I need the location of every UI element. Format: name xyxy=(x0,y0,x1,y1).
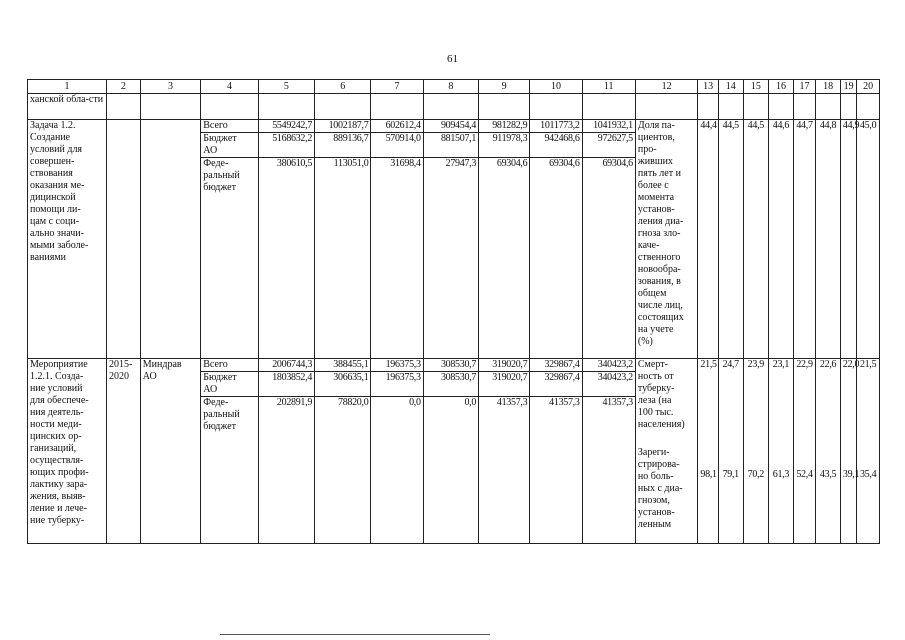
funding-label: Всего xyxy=(201,120,258,133)
indicator-cell xyxy=(635,359,698,544)
header-cell: 18 xyxy=(816,80,841,94)
funding-label: Бюджет АО xyxy=(201,372,258,397)
header-cell: 9 xyxy=(479,80,530,94)
indicator-value: 44,7 xyxy=(793,120,816,359)
header-cell: 6 xyxy=(315,80,371,94)
value-cell: 981282,9 xyxy=(479,120,530,133)
indicator-text: Смерт- ность от туберку- леза (на 100 тыс. населения) xyxy=(637,359,685,430)
value-cell: 308530,7 xyxy=(423,372,478,397)
continuation-name: ханской обла-сти xyxy=(28,94,107,120)
value-cell: 196375,3 xyxy=(371,372,423,397)
value-cell: 69304,6 xyxy=(530,158,582,359)
header-cell: 19 xyxy=(840,80,856,94)
value-cell: 319020,7 xyxy=(479,359,530,372)
value-cell: 1041932,1 xyxy=(582,120,635,133)
value-cell: 308530,7 xyxy=(423,359,478,372)
header-cell: 13 xyxy=(698,80,719,94)
value-cell: 319020,7 xyxy=(479,372,530,397)
task-row-total xyxy=(28,120,880,133)
value-cell: 78820,0 xyxy=(315,397,371,544)
header-cell: 1 xyxy=(28,80,107,94)
value-cell: 202891,9 xyxy=(258,397,314,544)
value-cell: 27947,3 xyxy=(423,158,478,359)
task-name: Задача 1.2. Создание условий для совершен- ствования оказания ме- дицинской помощи ли- цам с соци- ально значи- мыми заболе- ваниями xyxy=(28,120,107,359)
value-cell: 1803852,4 xyxy=(258,372,314,397)
funding-label: Бюджет АО xyxy=(201,133,258,158)
value-cell: 0,0 xyxy=(371,397,423,544)
funding-label: Феде- ральный бюджет xyxy=(201,397,258,544)
value-cell: 909454,4 xyxy=(423,120,478,133)
header-cell: 15 xyxy=(743,80,769,94)
value-cell: 602612,4 xyxy=(371,120,423,133)
value-cell: 31698,4 xyxy=(371,158,423,359)
indicator-text: Зареги- стрирова- но боль- ных с диа- гнозом, установ- ленным xyxy=(637,447,683,530)
value-cell: 329867,4 xyxy=(530,372,582,397)
continuation-row xyxy=(28,94,880,120)
indicator-value: 44,5 xyxy=(718,120,743,359)
header-cell: 2 xyxy=(106,80,140,94)
budget-table xyxy=(27,79,880,544)
indicator-value: 23,9 xyxy=(747,359,764,370)
indicator-value: 43,5 xyxy=(819,469,837,480)
indicator-value: 22,6 xyxy=(819,359,837,370)
indicator-value: 79,1 xyxy=(722,469,739,480)
header-cell: 12 xyxy=(635,80,698,94)
value-cell: 380610,5 xyxy=(258,158,314,359)
header-row xyxy=(28,80,880,94)
indicator-value: 52,4 xyxy=(796,469,813,480)
header-cell: 11 xyxy=(582,80,635,94)
header-cell: 10 xyxy=(530,80,582,94)
value-cell: 1002187,7 xyxy=(315,120,371,133)
value-cell: 196375,3 xyxy=(371,359,423,372)
value-cell: 41357,3 xyxy=(479,397,530,544)
value-cell: 329867,4 xyxy=(530,359,582,372)
header-cell: 5 xyxy=(258,80,314,94)
value-cell: 69304,6 xyxy=(582,158,635,359)
indicator-value: 22,0 xyxy=(842,359,860,370)
measure-row-total xyxy=(28,359,880,372)
value-cell: 881507,1 xyxy=(423,133,478,158)
value-cell: 570914,0 xyxy=(371,133,423,158)
measure-executor: Миндрав АО xyxy=(140,359,200,544)
funding-label: Феде- ральный бюджет xyxy=(201,158,258,359)
value-cell: 0,0 xyxy=(423,397,478,544)
indicator-value: 44,9 xyxy=(840,120,856,359)
value-cell: 889136,7 xyxy=(315,133,371,158)
indicator-text: Доля па- циентов, про- живших пять лет и более с момента установ- ления диа- гноза зло- каче- ственного новообра- зования, в общем числе лиц, состоящих на учете (%) xyxy=(635,120,698,359)
value-cell: 340423,2 xyxy=(582,359,635,372)
value-cell: 5549242,7 xyxy=(258,120,314,133)
indicator-value: 44,8 xyxy=(816,120,841,359)
indicator-value: 24,7 xyxy=(722,359,739,370)
value-cell: 306635,1 xyxy=(315,372,371,397)
measure-name: Мероприятие 1.2.1. Созда- ние условий для обеспече- ния деятель- ности меди- цинских ор- ганизаций, осуществля- ющих профи- лактику зара- жения, выяв- ление и лече- ние туберку- xyxy=(28,359,107,544)
header-cell: 16 xyxy=(769,80,794,94)
value-cell: 911978,3 xyxy=(479,133,530,158)
header-cell: 7 xyxy=(371,80,423,94)
indicator-value: 23,1 xyxy=(772,359,790,370)
indicator-value: 21,5 xyxy=(859,359,877,370)
value-cell: 1011773,2 xyxy=(530,120,582,133)
value-cell: 5168632,2 xyxy=(258,133,314,158)
value-cell: 972627,5 xyxy=(582,133,635,158)
value-cell: 113051,0 xyxy=(315,158,371,359)
bottom-rule xyxy=(220,634,490,635)
funding-label: Всего xyxy=(201,359,258,372)
indicator-value: 44,4 xyxy=(698,120,719,359)
indicator-value: 44,6 xyxy=(769,120,794,359)
page-number: 61 xyxy=(447,53,458,65)
header-cell: 20 xyxy=(857,80,880,94)
header-cell: 3 xyxy=(140,80,200,94)
header-cell: 8 xyxy=(423,80,478,94)
indicator-value: 98,1 xyxy=(700,469,717,480)
value-cell: 69304,6 xyxy=(479,158,530,359)
header-cell: 4 xyxy=(201,80,258,94)
value-cell: 388455,1 xyxy=(315,359,371,372)
indicator-value: 39,1 xyxy=(842,469,860,480)
value-cell: 942468,6 xyxy=(530,133,582,158)
indicator-value: 44,5 xyxy=(743,120,769,359)
indicator-value: 61,3 xyxy=(772,469,790,480)
header-cell: 14 xyxy=(718,80,743,94)
indicator-value: 22,9 xyxy=(796,359,813,370)
indicator-value: 45,0 xyxy=(857,120,880,359)
header-cell: 17 xyxy=(793,80,816,94)
value-cell: 41357,3 xyxy=(530,397,582,544)
value-cell: 41357,3 xyxy=(582,397,635,544)
indicator-value: 70,2 xyxy=(747,469,764,480)
indicator-value: 35,4 xyxy=(859,469,877,480)
indicator-value: 21,5 xyxy=(700,359,717,370)
value-cell: 2006744,3 xyxy=(258,359,314,372)
measure-period: 2015- 2020 xyxy=(106,359,140,544)
value-cell: 340423,2 xyxy=(582,372,635,397)
